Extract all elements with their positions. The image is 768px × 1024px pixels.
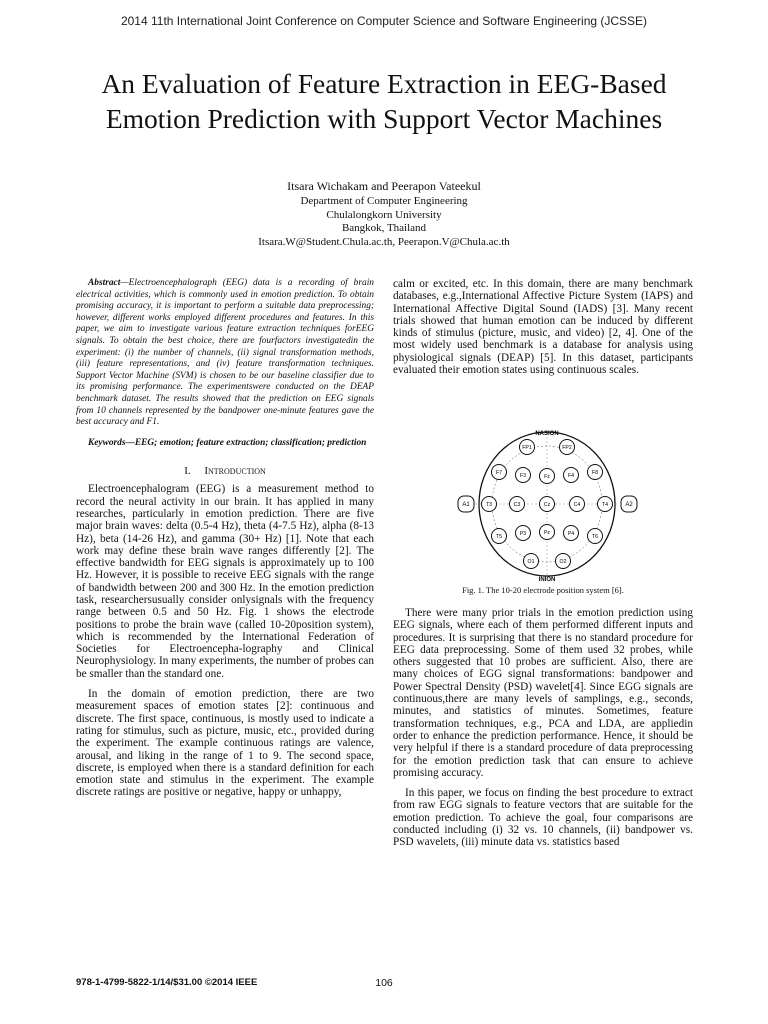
electrode-label-f7: F7	[495, 470, 503, 476]
left-column	[76, 278, 374, 799]
electrode-label-f4: F4	[567, 473, 575, 479]
electrode-label-o2: O2	[559, 559, 567, 565]
right-column-bottom	[393, 607, 693, 849]
electrode-label-t6: T6	[591, 534, 599, 540]
page-number: 106	[375, 977, 393, 989]
electrode-figure	[455, 425, 640, 583]
keywords-text: —EEG; emotion; feature extraction; classification; prediction	[125, 437, 367, 448]
electrode-label-t3: T3	[485, 502, 493, 508]
authors: Itsara Wichakam and Peerapon Vateekul	[287, 179, 481, 193]
electrode-label-fz: Fz	[544, 474, 550, 480]
intro-paragraph-1: Electroencephalogram (EEG) is a measurement method to record the neural activity in our brain. It has applied in many researches, particularly in emotion prediction. There are five major brain waves: delta (0.5-4 Hz), theta (4-7.5 Hz), alpha (8-13 Hz), beta (14-26 Hz), and gamma (30+ Hz) [1]. Note that each work may define these brain wave ranges differently [2]. The effective bandwidth for EEG signals is approximately up to 100 Hz. However, it is possible to receive EEG signals with the range of bandwidth between 200 and 300 Hz. In the emotion prediction task, researchersusually consider onlysignals with the frequency range between 0.5 and 50 Hz. Fig. 1 shows the electrode positions to probe the brain wave (called 10-20position system), which is recommended by the International Federation of Societies for Electroencepha-lography and Clinical Neurophysiology. In many experiments, the number of probes can be smaller than the standard one.	[76, 483, 374, 680]
affiliation-emails: Itsara.W@Student.Chula.ac.th, Peerapon.V@Chula.ac.th	[258, 235, 510, 248]
figure-caption: Fig. 1. The 10-20 electrode position system [6].	[462, 585, 624, 595]
electrode-label-fp2: FP2	[562, 445, 572, 451]
keywords	[76, 438, 374, 450]
paper-title	[40, 66, 728, 136]
abstract-text: —Electroencephalograph (EEG) data is a recording of brain electrical activities, which is commonly used in emotion prediction. To obtain promising accuracy, it is important to perform a suitable data preprocessing; however, different works employed different procedures and features. In this paper, we aim to investigate various feature extraction techniques forEEG signals. To obtain the best choice, there are fourfactors investigatedin the experiment: (i) the number of channels, (ii) signal transformation methods, (iii) feature representations, and (iv) feature transformation techniques. Support Vector Machine (SVM) is chosen to be our baseline classifier due to its promising performance. The experimentswere conducted on the DEAP benchmark dataset. The results showed that the prediction on EEG signals from 10 channels represented by the bandpower one-minute features gave the best accuracy and F1.	[76, 278, 374, 428]
right-ear-label: A2	[625, 502, 633, 508]
affiliation	[0, 195, 768, 249]
abstract-label: Abstract	[88, 278, 121, 288]
title-line-1: An Evaluation of Feature Extraction in EEG-Based	[101, 68, 667, 99]
keywords-label: Keywords	[88, 437, 126, 448]
electrode-label-c3: C3	[513, 502, 521, 508]
footer-isbn: 978-1-4799-5822-1/14/$31.00 ©2014 IEEE	[76, 977, 258, 988]
right-paragraph-2: In this paper, we focus on finding the best procedure to extract from raw EGG signals to feature vectors that are suitable for the emotion prediction. To achieve the goal, four comparisons are conducted including (i) 32 vs. 10 channels, (ii) bandpower vs. PSD wavelets, (iii) minute data vs. statistics based	[393, 787, 693, 849]
electrode-label-t5: T5	[495, 534, 503, 540]
affiliation-department: Department of Computer Engineering	[300, 195, 468, 207]
inion-label: INION	[538, 577, 556, 583]
section-heading-introduction	[76, 465, 374, 477]
intro-paragraph-2: In the domain of emotion prediction, there are two measurement spaces of emotion states [2]: continuous and discrete. The first space, continuous, is mostly used to indicate a rating for stimulus, such as picture, music, etc., provided during the experiment. The example continuous ratings are valence, arousal, and liking in the range of 1 to 9. The second space, discrete, is employed when there is a standard definition for each emotion state and stimulus in the experiment. The example discrete ratings are positive or negative, happy or unhappy,	[76, 688, 374, 799]
electrode-label-f3: F3	[519, 473, 527, 479]
section-title: Introduction	[204, 465, 266, 478]
affiliation-location: Bangkok, Thailand	[341, 222, 427, 234]
electrode-label-t4: T4	[601, 502, 609, 508]
nasion-label: NASION	[535, 431, 559, 437]
right-paragraph-1: There were many prior trials in the emotion prediction using EEG signals, where each of them performed different inputs and procedures. It is surprising that there is no standard procedure for EEG data preprocessing. Some of them used 32 probes, while others suggested that 10 probes are sufficient. Also, there are many choices of EGG signal transformations: bandpower and Power Spectral Density (PSD) wavelet[4]. Since EGG signals are continuous,there are many levels of samplings, e.g., seconds, minutes, and statistics of minutes. Sometimes, feature transformation techniques, e.g., PCA and LDA, are appliedin order to enhance the prediction performance. Hence, it should be very helpful if there is a standard procedure of data preprocessing for the emotion prediction task that can ensure to achieve promising accuracy.	[393, 607, 693, 779]
electrode-label-pz: Pz	[543, 530, 551, 536]
electrode-diagram	[455, 425, 640, 583]
left-ear-label: A1	[462, 502, 470, 508]
electrode-label-cz: Cz	[543, 502, 551, 508]
electrode-label-f8: F8	[591, 470, 599, 476]
electrode-label-fp1: FP1	[522, 445, 532, 451]
electrode-label-c4: C4	[573, 502, 581, 508]
conference-header: 2014 11th International Joint Conference on Computer Science and Software Engineering (JCSSE)	[120, 14, 648, 28]
electrode-label-p4: P4	[567, 531, 575, 537]
right-paragraph-continued: calm or excited, etc. In this domain, there are many benchmark databases, e.g.,International Affective Picture System (IAPS) and International Affective Digital Sound (IADS) [3]. Many recent trials showed that human emotion can be induced by different kinds of stimulus (picture, music, and video) [2, 4]. One of the most widely used benchmark is a database for analysis using physiological signals (DEAP) [5]. In this dataset, participants evaluated their emotion states using continuous scales.	[393, 278, 693, 377]
affiliation-university: Chulalongkorn University	[326, 208, 442, 221]
title-line-2: Emotion Prediction with Support Vector Machines	[105, 103, 663, 134]
section-number: I.	[184, 465, 191, 478]
electrode-label-o1: O1	[527, 559, 535, 565]
electrode-label-p3: P3	[519, 531, 527, 537]
abstract	[76, 278, 374, 429]
right-column-top	[393, 278, 693, 376]
